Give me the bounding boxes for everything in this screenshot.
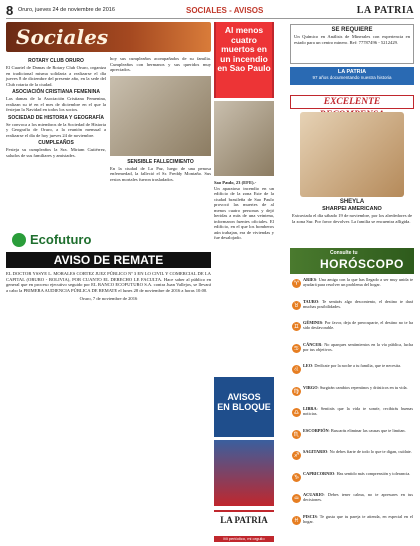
avisos-line1: AVISOS — [227, 392, 261, 402]
rotary-title: ROTARY CLUB ORURO — [28, 58, 84, 64]
dog-name: SHEYLA — [339, 199, 365, 205]
remate-signoff: Oruro, 7 de noviembre de 2016 — [79, 296, 138, 301]
horoscope-sign-8: ♐ SAGITARIO: No debes fiarte de todo lo que te digan, cuídate. — [293, 449, 412, 459]
horoscope-title: HORÓSCOPO — [320, 257, 404, 271]
zodiac-icon: ♋ — [293, 344, 300, 352]
soc-hist-text: Se convoca a los miembros de la Sociedad de Historia y Geografía de Oruro, a la reunión mensual a realizarse el día de hoy jueves 24 de noviembre. — [6, 121, 106, 138]
sign-name: PISCIS — [303, 513, 317, 519]
remate-title: AVISO DE REMATE — [6, 252, 211, 268]
sign-text: Sentirás que la vida te sonríe, recibirás buenas noticias. — [303, 406, 413, 416]
sign-name: SAGITARIO — [303, 449, 328, 454]
sensible-text: En la ciudad de La Paz, luego de una penosa enfermedad, la falleció el Sr. Freddy Montaño. Sus restos mortales fueron trasladados. — [110, 165, 211, 182]
dog-photo — [300, 112, 404, 197]
horoscope-sign-3: ♋ CÁNCER: No aparques sentimientos en la vía pública, lucha por tus objetivos. — [293, 341, 413, 352]
soc-hist-title: SOCIEDAD DE HISTORIA Y GEOGRAFÍA — [8, 114, 104, 121]
sign-text: Has sentido más comprensión y tolerancia. — [336, 470, 411, 476]
horoscope-sign-10: ♒ ACUARIO: Debes tener calma, no te apresures en tus decisiones. — [293, 492, 413, 502]
avisos-line2: EN BLOQUE — [217, 402, 271, 412]
sociales-title: Sociales — [16, 25, 109, 49]
sign-name: CAPRICORNIO — [303, 470, 335, 476]
sociales-column-1 — [6, 56, 106, 228]
sign-text: Debes tener calma, no te apresures en tus decisiones. — [303, 492, 413, 502]
sign-name: GÉMINIS — [303, 320, 323, 325]
sign-text: Una amiga con la que has llegado a ser muy unida te ayudará para resolver un problema del hogar. — [303, 277, 413, 287]
assoc-title: ASOCIACIÓN CRISTIANA FEMENINA — [12, 89, 100, 95]
news-headline-box — [214, 22, 274, 98]
zodiac-icon: ♏ — [293, 430, 300, 438]
newspaper-name: LA PATRIA — [356, 5, 414, 16]
zodiac-icon: ♓ — [293, 516, 300, 524]
horoscope-sign-6: ♎ LIBRA: Sentirás que la vida te sonríe, recibirás buenas noticias. — [293, 406, 413, 416]
cumple-title: CUMPLEAÑOS — [38, 140, 74, 146]
zodiac-icon: ♒ — [293, 495, 300, 502]
zodiac-icon: ♌ — [293, 366, 300, 373]
horoscope-sign-0: ♈ ARIES: Una amiga con la que has llegado a ser muy unida te ayudará para resolver un problema del hogar. — [293, 277, 413, 287]
page-number: 8 — [6, 3, 14, 18]
zodiac-icon: ♈ — [293, 280, 300, 287]
zodiac-icon: ♎ — [293, 409, 300, 416]
news-dateline: Sao Paulo, 23 (EFE).- — [214, 180, 257, 185]
remate-text: EL DOCTOR YSSYE L. MORALES CORTEZ JUEZ PÚBLICO Nº 3 EN LO CIVIL Y COMERCIAL DE LA CAPITAL (ORURO - BOLIVIA), POR CUANTO EL DERECHO LE FACULTA. Hace saber al público en general que en proceso ejecutivo seguido por EL BANCO ECOFUTURO S.A. contra Juan Vallejos, se llevará a cabo la PRIMERA AUDIENCIA PÚBLICA DE REMATE el lunes 28 de noviembre de 2016 a horas 10:00. — [6, 271, 211, 293]
zodiac-icon: ♉ — [293, 301, 300, 309]
news-photo — [214, 101, 274, 176]
horoscope-sign-1: ♉ TAURO: Te sentirás algo descontento, el destino te dará muchas posibilidades. — [293, 298, 413, 309]
rotary-text: El Cuartel de Damas de Rotary Club Oruro, organiza en tradicional misma solidaria a realizarse el día jueves 8 de diciembre del presente año, en la sede del Club rotaria de la ciudad. — [6, 65, 106, 87]
sign-text: Dedícate por la noche a tu familia, que te necesita. — [314, 363, 402, 368]
news-article — [214, 180, 274, 370]
sign-text: Surgirán cambios repentinos y drásticos en tu vida. — [319, 384, 408, 390]
sign-text: Te sentirás algo descontento, el destino te dará muchas posibilidades. — [303, 298, 413, 309]
sign-text: Te gusta que tu pareja te atienda, en especial en el hogar. — [303, 513, 413, 524]
ecofuturo-logo — [6, 232, 211, 250]
header-date: Oruro, jueves 24 de noviembre de 2016 — [18, 7, 115, 13]
sociales-banner — [6, 22, 211, 52]
horoscope-banner — [290, 248, 414, 274]
sign-name: ARIES — [303, 277, 317, 282]
sign-name: VIRGO — [303, 384, 318, 390]
ecofuturo-icon — [12, 233, 26, 247]
sign-name: ACUARIO — [303, 492, 324, 497]
lapatria-box — [290, 67, 414, 85]
news-headline: Al menos cuatro muertos en un incendio en Sao Paulo — [216, 22, 272, 98]
sign-text: Buscarás eliminar las causas que te limitan. — [330, 427, 406, 433]
horoscope-sign-5: ♍ VIRGO: Surgirán cambios repentinos y drásticos en tu vida. — [293, 384, 408, 395]
footer-name: LA PATRIA — [220, 515, 268, 525]
zodiac-icon: ♐ — [293, 452, 300, 459]
sign-name: TAURO — [303, 298, 319, 304]
reward-text: Extraviada el día sábado 19 de noviembre, por los alrededores de la zona Sur. Por favor devolver. La familia se encuentra afligida. — [292, 213, 412, 224]
cumple-text: Festeja su cumpleaños la Sra. Miriam Gutiérrez, saludos de sus familiares y amistades. — [6, 147, 106, 158]
section-title: SOCIALES - AVISOS — [186, 6, 264, 15]
col2-text: hoy sus cumpleaños acompañados de su familia. Cumpleaños con hermanos y sus queridos muy apreciados. — [110, 56, 211, 72]
zodiac-icon: ♑ — [293, 473, 300, 481]
ecofuturo-brand: Ecofuturo — [30, 232, 92, 247]
sign-name: ESCORPIÓN — [303, 427, 329, 433]
avisos-ad — [214, 377, 274, 437]
se-requiere-text: Un Químico en Análisis de Minerales con experiencia en estado para un centro minero. Ref: 77787496 - 5212429. — [294, 34, 410, 45]
sign-text: Por favor, deja de preocuparte, el destino no te ha sido desfavorable. — [303, 320, 413, 330]
assoc-text: Las damas de la Asociación Cristiana Femenina, realizan su té en el mes de diciembre en el que la festejan la Navidad en todos los socios. — [6, 96, 106, 112]
reward-title: EXCELENTE — [290, 95, 414, 109]
horoscope-sign-11: ♓ PISCIS: Te gusta que tu pareja te atienda, en especial en el hogar. — [293, 513, 413, 524]
footer-tagline: Mi periódico, mi orgullo — [214, 536, 274, 542]
sensible-title: SENSIBLE FALLECIMIENTO — [127, 158, 194, 165]
sign-name: CÁNCER — [303, 341, 322, 347]
sociales-photo — [110, 76, 211, 156]
horoscope-small: Consulte tu — [330, 250, 358, 256]
se-requiere-ad — [290, 24, 414, 64]
sign-name: LEO — [303, 363, 313, 368]
sign-text: No debes fiarte de todo lo que te digan, cuídate. — [329, 449, 412, 454]
horoscope-sign-9: ♑ CAPRICORNIO: Has sentido más comprensión y tolerancia. — [293, 470, 411, 481]
zodiac-icon: ♍ — [293, 387, 300, 395]
lapatria-box-line1: LA PATRIA — [337, 69, 367, 75]
zodiac-icon: ♊ — [293, 323, 300, 330]
lapatria-box-line2: 97 años documentando nuestra historia — [312, 75, 392, 80]
dog-breed: SHARPEI AMERICANO — [322, 206, 382, 212]
remate-body — [6, 271, 211, 503]
horoscope-sign-7: ♏ ESCORPIÓN: Buscarás eliminar las causas que te limitan. — [293, 427, 406, 438]
sociales-column-2 — [110, 56, 211, 228]
page-header — [6, 5, 414, 19]
news-text: Un aparatoso incendio en un edificio de la zona Este de la ciudad brasileña de Sao Paulo provocó las muertes de al menos cuatro personas y dejó heridas a más de una veintena, informaron fuentes oficiales. El edificio, en el que los bomberos aún trabajan, era de viviendas y fue desalojado. — [214, 185, 274, 240]
sign-text: No aparques sentimientos en la vía pública, lucha por tus objetivos. — [303, 341, 413, 352]
promo-image — [214, 440, 274, 506]
se-requiere-title: SE REQUIERE — [331, 27, 373, 33]
sign-name: LIBRA — [303, 406, 317, 411]
horoscope-sign-4: ♌ LEO: Dedícate por la noche a tu familia, que te necesita. — [293, 363, 402, 373]
horoscope-sign-2: ♊ GÉMINIS: Por favor, deja de preocuparte, el destino no te ha sido desfavorable. — [293, 320, 413, 330]
